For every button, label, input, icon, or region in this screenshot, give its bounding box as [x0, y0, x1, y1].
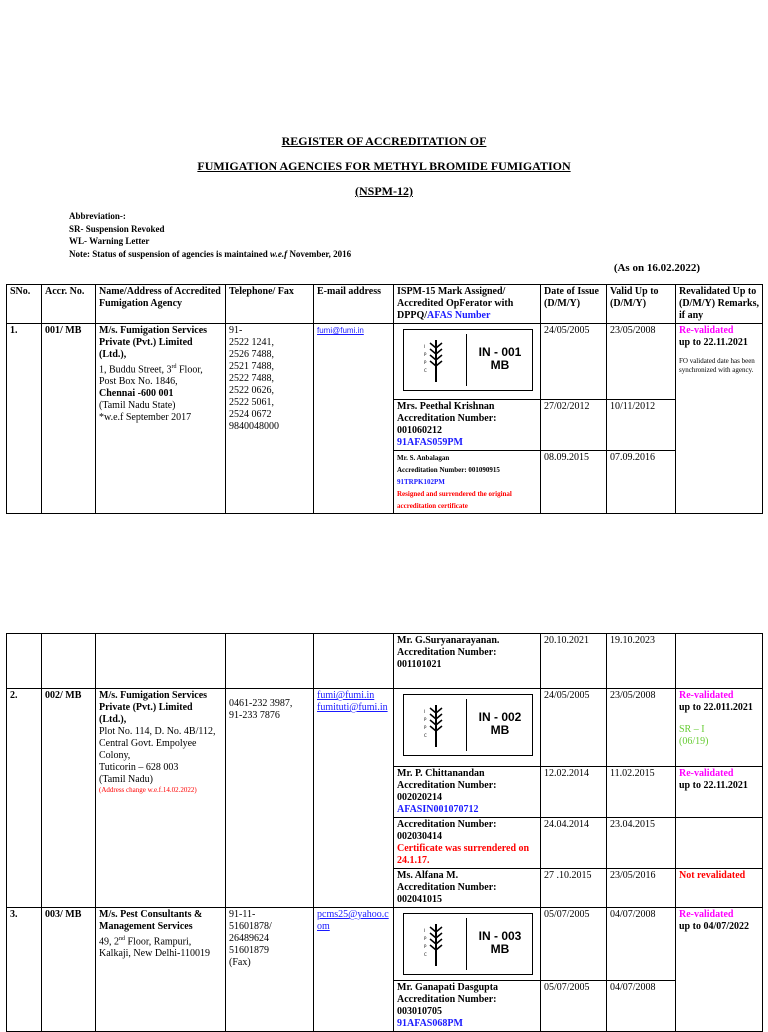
- agency-wef: *w.e.f September 2017: [99, 412, 192, 424]
- issue-cell: 08.09.2015: [541, 451, 607, 514]
- valid-cell: 04/07/2008: [607, 981, 676, 1032]
- svg-text:P: P: [424, 725, 427, 730]
- ispm-mark-cell: [394, 908, 541, 981]
- agency-city: Chennai -600 001: [99, 388, 174, 400]
- ispm-mark-logo: [403, 329, 533, 391]
- svg-text:I: I: [424, 928, 426, 933]
- col-issue: Date of Issue (D/M/Y): [541, 285, 607, 324]
- sno-cell: 1.: [7, 324, 42, 514]
- phone-cell: 91-11- 51601878/ 26489624 51601879 (Fax): [226, 908, 314, 1032]
- document-title-line-2: FUMIGATION AGENCIES FOR METHYL BROMIDE FUMIGATION: [197, 159, 571, 173]
- ispm-mark-cell: [394, 324, 541, 400]
- issue-cell: 24/05/2005: [541, 689, 607, 767]
- agency-name: M/s. Pest Consultants & Management Services: [99, 909, 203, 932]
- agency-name-cell: [96, 908, 226, 1032]
- email-cell: [314, 908, 394, 1032]
- valid-cell: 10/11/2012: [607, 400, 676, 451]
- agency-name: M/s. Fumigation Services Private (Pvt.) Limited (Ltd.),: [99, 690, 208, 725]
- email-cell: [314, 324, 394, 514]
- table-row: [7, 908, 763, 981]
- agency-name-cell: [96, 689, 226, 908]
- mark-code: IN - 003 MB: [478, 929, 522, 956]
- valid-cell: 07.09.2016: [607, 451, 676, 514]
- reval-note: FO validated date has been synchronized with agency.: [679, 357, 755, 374]
- ispm-mark-cell: [394, 689, 541, 767]
- accr-cell: 001/ MB: [42, 324, 96, 514]
- col-name: Name/Address of Accredited Fumigation Agency: [96, 285, 226, 324]
- revalidated-upto: up to 04/07/2022: [679, 921, 750, 932]
- remark-cell: Not revalidated: [676, 869, 763, 908]
- col-phone: Telephone/ Fax: [226, 285, 314, 324]
- agency-state: (Tamil Nadu): [99, 774, 154, 785]
- agency-state: (Tamil Nadu State): [99, 400, 176, 412]
- issue-cell: 24/05/2005: [541, 324, 607, 400]
- email-link[interactable]: pcms25@yahoo.com: [317, 909, 389, 932]
- svg-text:C: C: [424, 368, 427, 373]
- reval-cell: Re-validated up to 22.11.2021: [676, 767, 763, 818]
- register-table-1: [6, 284, 763, 514]
- agency-address: 49, 2nd Floor, Rampuri, Kalkaji, New Delhi-110019: [99, 936, 210, 960]
- wheat-icon: [408, 699, 467, 751]
- table-row: [7, 634, 763, 689]
- ispm-mark-logo: [403, 694, 533, 756]
- issue-cell: 12.02.2014: [541, 767, 607, 818]
- suspension-revoked-badge: SR – I: [679, 724, 705, 735]
- sno-cell: 2.: [7, 689, 42, 908]
- abbrev-wl: WL- Warning Letter: [69, 236, 150, 246]
- operator-cell: Mrs. Peethal Krishnan Accreditation Number: 001060212 91AFAS059PM: [394, 400, 541, 451]
- issue-cell: 05/07/2005: [541, 908, 607, 981]
- phone-cell: 91- 2522 1241, 2526 7488, 2521 7488, 2522 7488, 2522 0626, 2522 5061, 2524 0672 9840048000: [226, 324, 314, 514]
- status-note: Note: Status of suspension of agencies is maintained w.e.f November, 2016: [69, 248, 352, 259]
- agency-name-cell: [96, 324, 226, 514]
- wheat-icon: [408, 334, 467, 386]
- operator-cell: Mr. S. Anbalagan Accreditation Number: 001090915 91TRPK102PM Resigned and surrendered the original accreditation certificate: [394, 451, 541, 514]
- accr-cell: 002/ MB: [42, 689, 96, 908]
- svg-text:C: C: [424, 952, 427, 957]
- suspension-revoked-date: (06/19): [679, 736, 709, 747]
- issue-cell: 24.04.2014: [541, 818, 607, 869]
- email-link[interactable]: fumituti@fumi.in: [317, 702, 388, 713]
- email-cell: [314, 689, 394, 908]
- document-title-line-3: (NSPM-12): [355, 184, 413, 198]
- email-link[interactable]: fumi@fumi.in: [317, 690, 375, 701]
- valid-cell: 11.02.2015: [607, 767, 676, 818]
- accr-cell: 003/ MB: [42, 908, 96, 1032]
- operator-cell: Mr. G.Suryanarayanan. Accreditation Number: 001101021: [394, 634, 541, 689]
- col-reval: Revalidated Up to (D/M/Y) Remarks, if any: [676, 285, 763, 324]
- svg-text:I: I: [424, 709, 426, 714]
- revalidated-label: Re-validated: [679, 690, 734, 701]
- register-table-2: [6, 633, 763, 1032]
- agency-address: 1, Buddu Street, 3rd Floor,: [99, 364, 203, 376]
- issue-cell: 05/07/2005: [541, 981, 607, 1032]
- valid-cell: 23/05/2016: [607, 869, 676, 908]
- issue-cell: 27 .10.2015: [541, 869, 607, 908]
- valid-cell: 04/07/2008: [607, 908, 676, 981]
- svg-text:P: P: [424, 944, 427, 949]
- valid-cell: 23/05/2008: [607, 324, 676, 400]
- operator-cell: Mr. Ganapati Dasgupta Accreditation Number: 003010705 91AFAS068PM: [394, 981, 541, 1032]
- svg-text:P: P: [424, 936, 427, 941]
- abbreviation-notes: [69, 210, 351, 260]
- as-on-date: (As on 16.02.2022): [613, 262, 700, 274]
- issue-cell: 27/02/2012: [541, 400, 607, 451]
- col-accr: Accr. No.: [42, 285, 96, 324]
- valid-cell: 23.04.2015: [607, 818, 676, 869]
- table-header-row: [7, 285, 763, 324]
- sno-cell: 3.: [7, 908, 42, 1032]
- table-row: [7, 689, 763, 767]
- svg-text:P: P: [424, 717, 427, 722]
- table-row: [7, 324, 763, 400]
- revalidated-upto: up to 22.11.2021: [679, 337, 748, 348]
- revalidated-label: Re-validated: [679, 325, 734, 336]
- col-email: E-mail address: [314, 285, 394, 324]
- reval-cell: [676, 689, 763, 767]
- reval-cell: [676, 908, 763, 1032]
- operator-cell: Mr. P. Chittanandan Accreditation Number: 002020214 AFASIN001070712: [394, 767, 541, 818]
- col-ispm: ISPM-15 Mark Assigned/ Accredited OpFerator with DPPQ/AFAS Number: [394, 285, 541, 324]
- revalidated-upto: up to 22.011.2021: [679, 702, 753, 713]
- svg-text:I: I: [424, 344, 426, 349]
- valid-cell: 23/05/2008: [607, 689, 676, 767]
- mark-code: IN - 002 MB: [478, 710, 522, 737]
- ispm-mark-logo: [403, 913, 533, 975]
- operator-cell: Ms. Alfana M. Accreditation Number: 002041015: [394, 869, 541, 908]
- wheat-icon: [408, 918, 467, 970]
- agency-address: Plot No. 114, D. No. 4B/112, Central Govt. Empolyee Colony,: [99, 726, 216, 761]
- mark-code: IN - 001 MB: [478, 345, 522, 372]
- operator-cell: Accreditation Number: 002030414 Certificate was surrendered on 24.1.17.: [394, 818, 541, 869]
- valid-cell: 19.10.2023: [607, 634, 676, 689]
- abbrev-label: Abbreviation-:: [69, 211, 126, 221]
- phone-cell: 0461-232 3987, 91-233 7876: [226, 689, 314, 908]
- svg-text:P: P: [424, 360, 427, 365]
- agency-city: Tuticorin – 628 003: [99, 762, 179, 773]
- document-title-line-1: REGISTER OF ACCREDITATION OF: [281, 134, 487, 148]
- svg-text:P: P: [424, 352, 427, 357]
- agency-name: M/s. Fumigation Services Private (Pvt.) Limited (Ltd.),: [99, 325, 208, 360]
- email-link[interactable]: fumi@fumi.in: [317, 326, 364, 335]
- revalidated-label: Re-validated: [679, 909, 734, 920]
- abbrev-sr: SR- Suspension Revoked: [69, 223, 165, 234]
- address-change-note: (Address change w.e.f.14.02.2022): [99, 786, 197, 794]
- col-valid: Valid Up to (D/M/Y): [607, 285, 676, 324]
- svg-text:C: C: [424, 733, 427, 738]
- col-sno: SNo.: [7, 285, 42, 324]
- reval-cell: [676, 324, 763, 514]
- issue-cell: 20.10.2021: [541, 634, 607, 689]
- agency-address-2: Post Box No. 1846,: [99, 376, 178, 388]
